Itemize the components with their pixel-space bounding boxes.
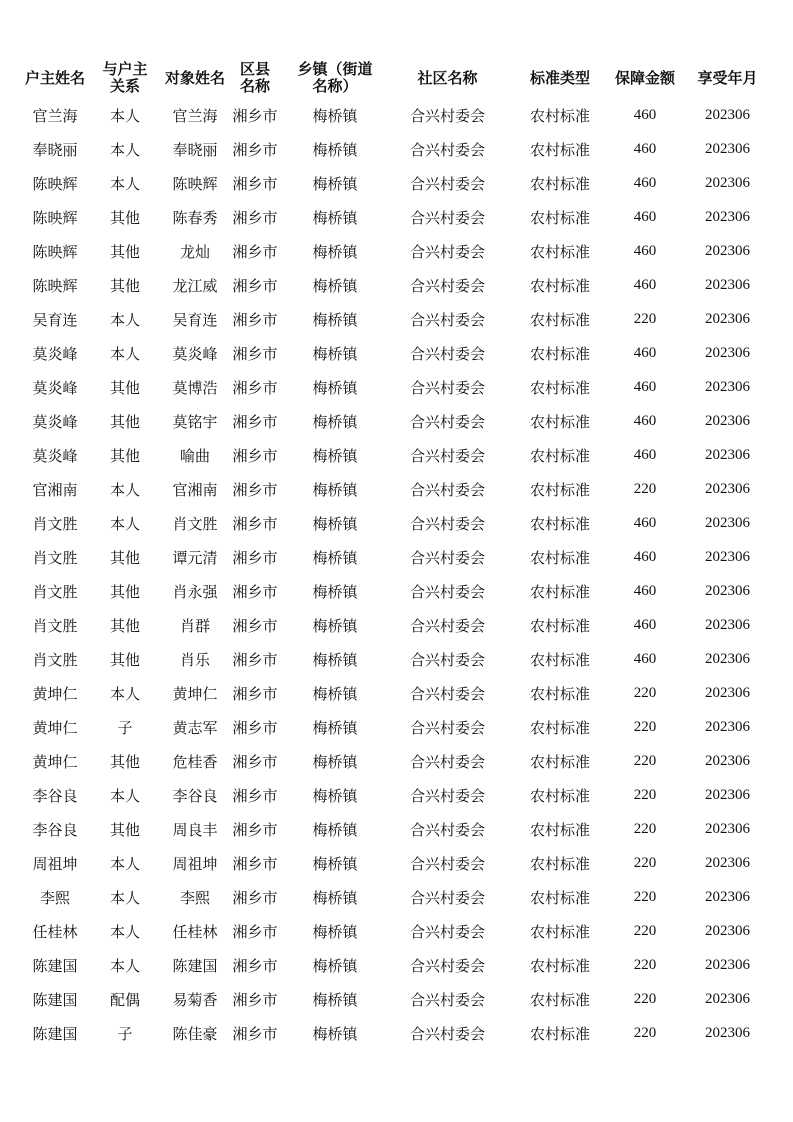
- household-head-cell: 陈映辉: [32, 174, 78, 193]
- county-cell: 湘乡市: [232, 276, 278, 295]
- table-row: [20, 132, 780, 166]
- recipient-name-cell: 黄坤仁: [172, 684, 218, 703]
- household-head-cell: 黄坤仁: [32, 752, 78, 771]
- recipient-name-cell: 龙江威: [172, 276, 218, 295]
- household-head-cell: 肖文胜: [32, 650, 78, 669]
- township-cell: 梅桥镇: [312, 344, 358, 363]
- county-cell: 湘乡市: [232, 378, 278, 397]
- amount-cell: 220: [633, 480, 657, 497]
- relationship-cell: 其他: [109, 412, 140, 431]
- county-cell: 湘乡市: [232, 718, 278, 737]
- community-cell: 合兴村委会: [409, 786, 485, 805]
- table-row: [20, 574, 780, 608]
- township-cell: 梅桥镇: [312, 412, 358, 431]
- township-cell: 梅桥镇: [312, 480, 358, 499]
- township-cell: 梅桥镇: [312, 752, 358, 771]
- period-cell: 202306: [705, 344, 750, 361]
- community-cell: 合兴村委会: [409, 854, 485, 873]
- table-row: [20, 506, 780, 540]
- community-cell: 合兴村委会: [409, 208, 485, 227]
- amount-cell: 220: [633, 684, 657, 701]
- header-amount: 保障金额: [615, 68, 676, 87]
- table-row: [20, 166, 780, 200]
- period-cell: 202306: [705, 684, 750, 701]
- community-cell: 合兴村委会: [409, 888, 485, 907]
- amount-cell: 220: [633, 888, 657, 905]
- township-cell: 梅桥镇: [312, 378, 358, 397]
- household-head-cell: 黄坤仁: [32, 718, 78, 737]
- table-row: [20, 846, 780, 880]
- table-row: [20, 880, 780, 914]
- period-cell: 202306: [705, 548, 750, 565]
- household-head-cell: 肖文胜: [32, 548, 78, 567]
- community-cell: 合兴村委会: [409, 1024, 485, 1043]
- standard-type-cell: 农村标准: [529, 752, 590, 771]
- relationship-cell: 本人: [109, 684, 140, 703]
- beneficiary-table: [20, 58, 780, 1050]
- period-cell: 202306: [705, 310, 750, 327]
- recipient-name-cell: 吴育连: [172, 310, 218, 329]
- community-cell: 合兴村委会: [409, 582, 485, 601]
- amount-cell: 220: [633, 752, 657, 769]
- community-cell: 合兴村委会: [409, 820, 485, 839]
- county-cell: 湘乡市: [232, 208, 278, 227]
- township-cell: 梅桥镇: [312, 582, 358, 601]
- relationship-cell: 其他: [109, 616, 140, 635]
- recipient-name-cell: 莫炎峰: [172, 344, 218, 363]
- community-cell: 合兴村委会: [409, 106, 485, 125]
- amount-cell: 220: [633, 786, 657, 803]
- period-cell: 202306: [705, 888, 750, 905]
- relationship-cell: 本人: [109, 888, 140, 907]
- standard-type-cell: 农村标准: [529, 412, 590, 431]
- household-head-cell: 官兰海: [32, 106, 78, 125]
- standard-type-cell: 农村标准: [529, 106, 590, 125]
- table-row: [20, 982, 780, 1016]
- township-cell: 梅桥镇: [312, 718, 358, 737]
- community-cell: 合兴村委会: [409, 752, 485, 771]
- period-cell: 202306: [705, 378, 750, 395]
- amount-cell: 460: [633, 650, 657, 667]
- township-cell: 梅桥镇: [312, 276, 358, 295]
- recipient-name-cell: 陈映辉: [172, 174, 218, 193]
- amount-cell: 220: [633, 1024, 657, 1041]
- period-cell: 202306: [705, 854, 750, 871]
- period-cell: 202306: [705, 480, 750, 497]
- household-head-cell: 吴育连: [32, 310, 78, 329]
- recipient-name-cell: 奉晓丽: [172, 140, 218, 159]
- household-head-cell: 奉晓丽: [32, 140, 78, 159]
- township-cell: 梅桥镇: [312, 208, 358, 227]
- table-row: [20, 812, 780, 846]
- standard-type-cell: 农村标准: [529, 344, 590, 363]
- table-row: [20, 404, 780, 438]
- relationship-cell: 其他: [109, 650, 140, 669]
- recipient-name-cell: 李熙: [179, 888, 210, 907]
- community-cell: 合兴村委会: [409, 616, 485, 635]
- standard-type-cell: 农村标准: [529, 174, 590, 193]
- recipient-name-cell: 龙灿: [179, 242, 210, 261]
- recipient-name-cell: 谭元清: [172, 548, 218, 567]
- period-cell: 202306: [705, 1024, 750, 1041]
- household-head-cell: 肖文胜: [32, 582, 78, 601]
- standard-type-cell: 农村标准: [529, 480, 590, 499]
- county-cell: 湘乡市: [232, 650, 278, 669]
- township-cell: 梅桥镇: [312, 310, 358, 329]
- standard-type-cell: 农村标准: [529, 684, 590, 703]
- period-cell: 202306: [705, 446, 750, 463]
- household-head-cell: 莫炎峰: [32, 446, 78, 465]
- recipient-name-cell: 莫铭宇: [172, 412, 218, 431]
- township-cell: 梅桥镇: [312, 140, 358, 159]
- recipient-name-cell: 官兰海: [172, 106, 218, 125]
- amount-cell: 220: [633, 718, 657, 735]
- table-body: [20, 98, 780, 1050]
- household-head-cell: 莫炎峰: [32, 378, 78, 397]
- county-cell: 湘乡市: [232, 786, 278, 805]
- standard-type-cell: 农村标准: [529, 242, 590, 261]
- community-cell: 合兴村委会: [409, 684, 485, 703]
- standard-type-cell: 农村标准: [529, 310, 590, 329]
- relationship-cell: 本人: [109, 106, 140, 125]
- standard-type-cell: 农村标准: [529, 718, 590, 737]
- amount-cell: 460: [633, 276, 657, 293]
- amount-cell: 460: [633, 174, 657, 191]
- relationship-cell: 配偶: [109, 990, 140, 1009]
- community-cell: 合兴村委会: [409, 140, 485, 159]
- township-cell: 梅桥镇: [312, 514, 358, 533]
- community-cell: 合兴村委会: [409, 344, 485, 363]
- household-head-cell: 官湘南: [32, 480, 78, 499]
- recipient-name-cell: 官湘南: [172, 480, 218, 499]
- relationship-cell: 其他: [109, 242, 140, 261]
- township-cell: 梅桥镇: [312, 820, 358, 839]
- table-row: [20, 914, 780, 948]
- standard-type-cell: 农村标准: [529, 582, 590, 601]
- header-period: 享受年月: [697, 68, 758, 87]
- standard-type-cell: 农村标准: [529, 616, 590, 635]
- relationship-cell: 本人: [109, 344, 140, 363]
- county-cell: 湘乡市: [232, 242, 278, 261]
- county-cell: 湘乡市: [232, 310, 278, 329]
- standard-type-cell: 农村标准: [529, 956, 590, 975]
- relationship-cell: 子: [117, 718, 133, 737]
- standard-type-cell: 农村标准: [529, 446, 590, 465]
- header-community: 社区名称: [417, 68, 478, 87]
- period-cell: 202306: [705, 752, 750, 769]
- table-row: [20, 1016, 780, 1050]
- amount-cell: 460: [633, 140, 657, 157]
- relationship-cell: 本人: [109, 514, 140, 533]
- period-cell: 202306: [705, 582, 750, 599]
- header-county: 区县 名称: [239, 60, 270, 95]
- recipient-name-cell: 周良丰: [172, 820, 218, 839]
- standard-type-cell: 农村标准: [529, 378, 590, 397]
- township-cell: 梅桥镇: [312, 242, 358, 261]
- table-row: [20, 200, 780, 234]
- recipient-name-cell: 李谷良: [172, 786, 218, 805]
- county-cell: 湘乡市: [232, 956, 278, 975]
- relationship-cell: 其他: [109, 208, 140, 227]
- county-cell: 湘乡市: [232, 820, 278, 839]
- table-row: [20, 948, 780, 982]
- county-cell: 湘乡市: [232, 582, 278, 601]
- amount-cell: 460: [633, 412, 657, 429]
- amount-cell: 220: [633, 820, 657, 837]
- community-cell: 合兴村委会: [409, 480, 485, 499]
- relationship-cell: 其他: [109, 752, 140, 771]
- period-cell: 202306: [705, 650, 750, 667]
- recipient-name-cell: 肖乐: [179, 650, 210, 669]
- county-cell: 湘乡市: [232, 548, 278, 567]
- household-head-cell: 肖文胜: [32, 616, 78, 635]
- header-relationship: 与户主 关系: [102, 60, 148, 95]
- community-cell: 合兴村委会: [409, 514, 485, 533]
- table-row: [20, 676, 780, 710]
- amount-cell: 220: [633, 922, 657, 939]
- household-head-cell: 黄坤仁: [32, 684, 78, 703]
- household-head-cell: 周祖坤: [32, 854, 78, 873]
- community-cell: 合兴村委会: [409, 276, 485, 295]
- township-cell: 梅桥镇: [312, 956, 358, 975]
- community-cell: 合兴村委会: [409, 310, 485, 329]
- amount-cell: 220: [633, 310, 657, 327]
- table-row: [20, 472, 780, 506]
- household-head-cell: 李谷良: [32, 820, 78, 839]
- header-household-head: 户主姓名: [24, 68, 85, 87]
- relationship-cell: 本人: [109, 310, 140, 329]
- recipient-name-cell: 肖文胜: [172, 514, 218, 533]
- period-cell: 202306: [705, 276, 750, 293]
- relationship-cell: 本人: [109, 786, 140, 805]
- county-cell: 湘乡市: [232, 106, 278, 125]
- period-cell: 202306: [705, 820, 750, 837]
- county-cell: 湘乡市: [232, 480, 278, 499]
- township-cell: 梅桥镇: [312, 922, 358, 941]
- relationship-cell: 本人: [109, 140, 140, 159]
- recipient-name-cell: 危桂香: [172, 752, 218, 771]
- township-cell: 梅桥镇: [312, 990, 358, 1009]
- household-head-cell: 陈映辉: [32, 242, 78, 261]
- relationship-cell: 本人: [109, 480, 140, 499]
- table-row: [20, 98, 780, 132]
- relationship-cell: 其他: [109, 276, 140, 295]
- relationship-cell: 本人: [109, 854, 140, 873]
- recipient-name-cell: 肖群: [179, 616, 210, 635]
- household-head-cell: 陈建国: [32, 990, 78, 1009]
- table-row: [20, 540, 780, 574]
- table-row: [20, 268, 780, 302]
- table-row: [20, 642, 780, 676]
- amount-cell: 220: [633, 990, 657, 1007]
- community-cell: 合兴村委会: [409, 718, 485, 737]
- header-recipient-name: 对象姓名: [164, 68, 225, 87]
- county-cell: 湘乡市: [232, 1024, 278, 1043]
- period-cell: 202306: [705, 242, 750, 259]
- amount-cell: 220: [633, 956, 657, 973]
- amount-cell: 460: [633, 242, 657, 259]
- township-cell: 梅桥镇: [312, 888, 358, 907]
- county-cell: 湘乡市: [232, 616, 278, 635]
- county-cell: 湘乡市: [232, 854, 278, 873]
- recipient-name-cell: 陈春秀: [172, 208, 218, 227]
- period-cell: 202306: [705, 514, 750, 531]
- amount-cell: 460: [633, 582, 657, 599]
- township-cell: 梅桥镇: [312, 786, 358, 805]
- amount-cell: 460: [633, 106, 657, 123]
- standard-type-cell: 农村标准: [529, 514, 590, 533]
- period-cell: 202306: [705, 990, 750, 1007]
- county-cell: 湘乡市: [232, 990, 278, 1009]
- township-cell: 梅桥镇: [312, 106, 358, 125]
- standard-type-cell: 农村标准: [529, 820, 590, 839]
- standard-type-cell: 农村标准: [529, 140, 590, 159]
- household-head-cell: 李谷良: [32, 786, 78, 805]
- period-cell: 202306: [705, 208, 750, 225]
- household-head-cell: 陈映辉: [32, 208, 78, 227]
- county-cell: 湘乡市: [232, 514, 278, 533]
- community-cell: 合兴村委会: [409, 378, 485, 397]
- period-cell: 202306: [705, 616, 750, 633]
- county-cell: 湘乡市: [232, 446, 278, 465]
- relationship-cell: 其他: [109, 378, 140, 397]
- household-head-cell: 陈建国: [32, 1024, 78, 1043]
- table-row: [20, 370, 780, 404]
- community-cell: 合兴村委会: [409, 990, 485, 1009]
- recipient-name-cell: 周祖坤: [172, 854, 218, 873]
- period-cell: 202306: [705, 106, 750, 123]
- standard-type-cell: 农村标准: [529, 650, 590, 669]
- amount-cell: 460: [633, 548, 657, 565]
- amount-cell: 460: [633, 514, 657, 531]
- recipient-name-cell: 莫博浩: [172, 378, 218, 397]
- community-cell: 合兴村委会: [409, 922, 485, 941]
- township-cell: 梅桥镇: [312, 684, 358, 703]
- recipient-name-cell: 任桂林: [172, 922, 218, 941]
- county-cell: 湘乡市: [232, 140, 278, 159]
- period-cell: 202306: [705, 174, 750, 191]
- county-cell: 湘乡市: [232, 922, 278, 941]
- period-cell: 202306: [705, 956, 750, 973]
- period-cell: 202306: [705, 140, 750, 157]
- header-standard-type: 标准类型: [529, 68, 590, 87]
- county-cell: 湘乡市: [232, 888, 278, 907]
- table-row: [20, 744, 780, 778]
- recipient-name-cell: 喻曲: [179, 446, 210, 465]
- standard-type-cell: 农村标准: [529, 786, 590, 805]
- relationship-cell: 其他: [109, 582, 140, 601]
- period-cell: 202306: [705, 412, 750, 429]
- relationship-cell: 本人: [109, 174, 140, 193]
- household-head-cell: 莫炎峰: [32, 412, 78, 431]
- recipient-name-cell: 肖永强: [172, 582, 218, 601]
- header-township: 乡镇（街道 名称）: [297, 60, 373, 95]
- county-cell: 湘乡市: [232, 174, 278, 193]
- community-cell: 合兴村委会: [409, 956, 485, 975]
- recipient-name-cell: 陈建国: [172, 956, 218, 975]
- community-cell: 合兴村委会: [409, 412, 485, 431]
- relationship-cell: 本人: [109, 956, 140, 975]
- table-row: [20, 336, 780, 370]
- amount-cell: 460: [633, 616, 657, 633]
- township-cell: 梅桥镇: [312, 854, 358, 873]
- township-cell: 梅桥镇: [312, 174, 358, 193]
- standard-type-cell: 农村标准: [529, 208, 590, 227]
- standard-type-cell: 农村标准: [529, 990, 590, 1009]
- table-row: [20, 302, 780, 336]
- household-head-cell: 陈建国: [32, 956, 78, 975]
- community-cell: 合兴村委会: [409, 174, 485, 193]
- table-row: [20, 234, 780, 268]
- amount-cell: 460: [633, 446, 657, 463]
- community-cell: 合兴村委会: [409, 446, 485, 465]
- relationship-cell: 其他: [109, 820, 140, 839]
- township-cell: 梅桥镇: [312, 446, 358, 465]
- community-cell: 合兴村委会: [409, 548, 485, 567]
- table-row: [20, 438, 780, 472]
- standard-type-cell: 农村标准: [529, 888, 590, 907]
- amount-cell: 220: [633, 854, 657, 871]
- household-head-cell: 任桂林: [32, 922, 78, 941]
- township-cell: 梅桥镇: [312, 548, 358, 567]
- county-cell: 湘乡市: [232, 344, 278, 363]
- table-header-row: [20, 58, 780, 98]
- table-row: [20, 710, 780, 744]
- township-cell: 梅桥镇: [312, 1024, 358, 1043]
- recipient-name-cell: 黄志军: [172, 718, 218, 737]
- community-cell: 合兴村委会: [409, 650, 485, 669]
- household-head-cell: 陈映辉: [32, 276, 78, 295]
- relationship-cell: 其他: [109, 446, 140, 465]
- household-head-cell: 肖文胜: [32, 514, 78, 533]
- period-cell: 202306: [705, 922, 750, 939]
- township-cell: 梅桥镇: [312, 650, 358, 669]
- period-cell: 202306: [705, 786, 750, 803]
- recipient-name-cell: 易菊香: [172, 990, 218, 1009]
- household-head-cell: 莫炎峰: [32, 344, 78, 363]
- county-cell: 湘乡市: [232, 412, 278, 431]
- community-cell: 合兴村委会: [409, 242, 485, 261]
- county-cell: 湘乡市: [232, 752, 278, 771]
- amount-cell: 460: [633, 344, 657, 361]
- relationship-cell: 其他: [109, 548, 140, 567]
- relationship-cell: 子: [117, 1024, 133, 1043]
- standard-type-cell: 农村标准: [529, 854, 590, 873]
- standard-type-cell: 农村标准: [529, 548, 590, 567]
- standard-type-cell: 农村标准: [529, 922, 590, 941]
- table-row: [20, 608, 780, 642]
- amount-cell: 460: [633, 378, 657, 395]
- amount-cell: 460: [633, 208, 657, 225]
- county-cell: 湘乡市: [232, 684, 278, 703]
- period-cell: 202306: [705, 718, 750, 735]
- household-head-cell: 李熙: [39, 888, 70, 907]
- recipient-name-cell: 陈佳豪: [172, 1024, 218, 1043]
- table-row: [20, 778, 780, 812]
- relationship-cell: 本人: [109, 922, 140, 941]
- standard-type-cell: 农村标准: [529, 276, 590, 295]
- standard-type-cell: 农村标准: [529, 1024, 590, 1043]
- township-cell: 梅桥镇: [312, 616, 358, 635]
